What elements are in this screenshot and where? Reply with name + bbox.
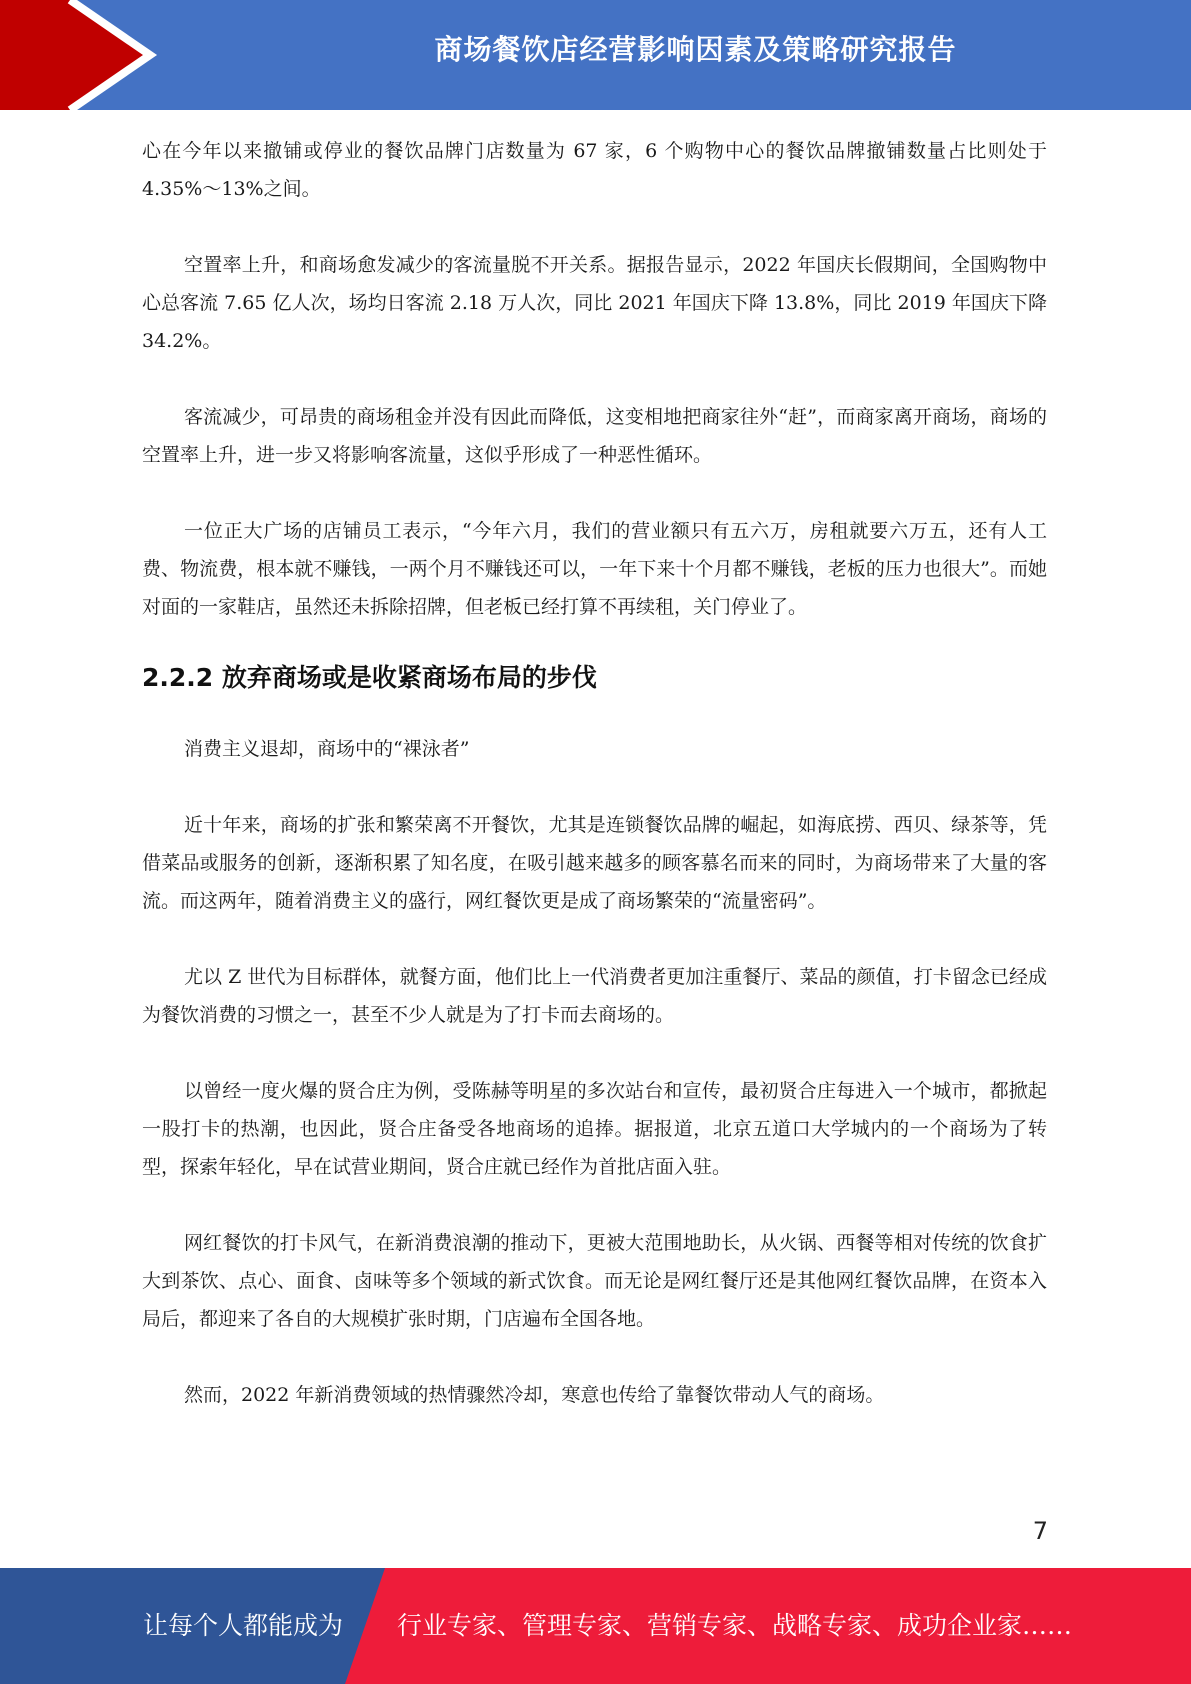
paragraph: 以曾经一度火爆的贤合庄为例，受陈赫等明星的多次站台和宣传，最初贤合庄每进入一个城市，都掀起一股打卡的热潮，也因此，贤合庄备受各地商场的追捧。据报道，北京五道口大学城内的一个商场为了转型，探索年轻化，早在试营业期间，贤合庄就已经作为首批店面入驻。 [142, 1080, 1047, 1178]
footer-slogan-left: 让每个人都能成为 [143, 1611, 344, 1640]
paragraph: 网红餐饮的打卡风气，在新消费浪潮的推动下，更被大范围地助长，从火锅、西餐等相对传统的饮食扩大到茶饮、点心、面食、卤味等多个领域的新式饮食。而无论是网红餐厅还是其他网红餐饮品牌，在资本入局后，都迎来了各自的大规模扩张时期，门店遍布全国各地。 [142, 1232, 1047, 1330]
paragraph: 近十年来，商场的扩张和繁荣离不开餐饮，尤其是连锁餐饮品牌的崛起，如海底捞、西贝、绿茶等，凭借菜品或服务的创新，逐渐积累了知名度，在吸引越来越多的顾客慕名而来的同时，为商场带来了大量的客流。而这两年，随着消费主义的盛行，网红餐饮更是成了商场繁荣的“流量密码”。 [142, 814, 1047, 912]
paragraph: 尤以 Z 世代为目标群体，就餐方面，他们比上一代消费者更加注重餐厅、菜品的颜值，打卡留念已经成为餐饮消费的习惯之一，甚至不少人就是为了打卡而去商场的。 [142, 966, 1047, 1026]
page-footer [0, 1568, 1191, 1684]
header-arrow-decoration [0, 0, 200, 110]
document-body [142, 132, 1047, 1414]
section-heading: 2.2.2 放弃商场或是收紧商场布局的步伐 [142, 663, 597, 692]
footer-slogan-right: 行业专家、管理专家、营销专家、战略专家、成功企业家…… [397, 1611, 1073, 1640]
paragraph: 心在今年以来撤铺或停业的餐饮品牌门店数量为 67 家，6 个购物中心的餐饮品牌撤铺数量占比则处于 4.35%～13%之间。 [142, 140, 1047, 200]
paragraph: 空置率上升，和商场愈发减少的客流量脱不开关系。据报告显示，2022 年国庆长假期间，全国购物中心总客流 7.65 亿人次，场均日客流 2.18 万人次，同比 2021 年国庆下降 13.8%，同比 2019 年国庆下降 34.2%。 [142, 254, 1047, 352]
page-number: 7 [1032, 1517, 1048, 1545]
paragraph: 一位正大广场的店铺员工表示，“今年六月，我们的营业额只有五六万，房租就要六万五，还有人工费、物流费，根本就不赚钱，一两个月不赚钱还可以，一年下来十个月都不赚钱，老板的压力也很大”。而她对面的一家鞋店，虽然还未拆除招牌，但老板已经打算不再续租，关门停业了。 [142, 520, 1047, 618]
page-header [0, 0, 1191, 110]
paragraph: 消费主义退却，商场中的“裸泳者” [184, 738, 470, 760]
paragraph: 然而，2022 年新消费领域的热情骤然冷却，寒意也传给了靠餐饮带动人气的商场。 [184, 1384, 885, 1406]
paragraph: 客流减少，可昂贵的商场租金并没有因此而降低，这变相地把商家往外“赶”，而商家离开商场，商场的空置率上升，进一步又将影响客流量，这似乎形成了一种恶性循环。 [142, 406, 1047, 466]
document-title: 商场餐饮店经营影响因素及策略研究报告 [434, 33, 957, 66]
